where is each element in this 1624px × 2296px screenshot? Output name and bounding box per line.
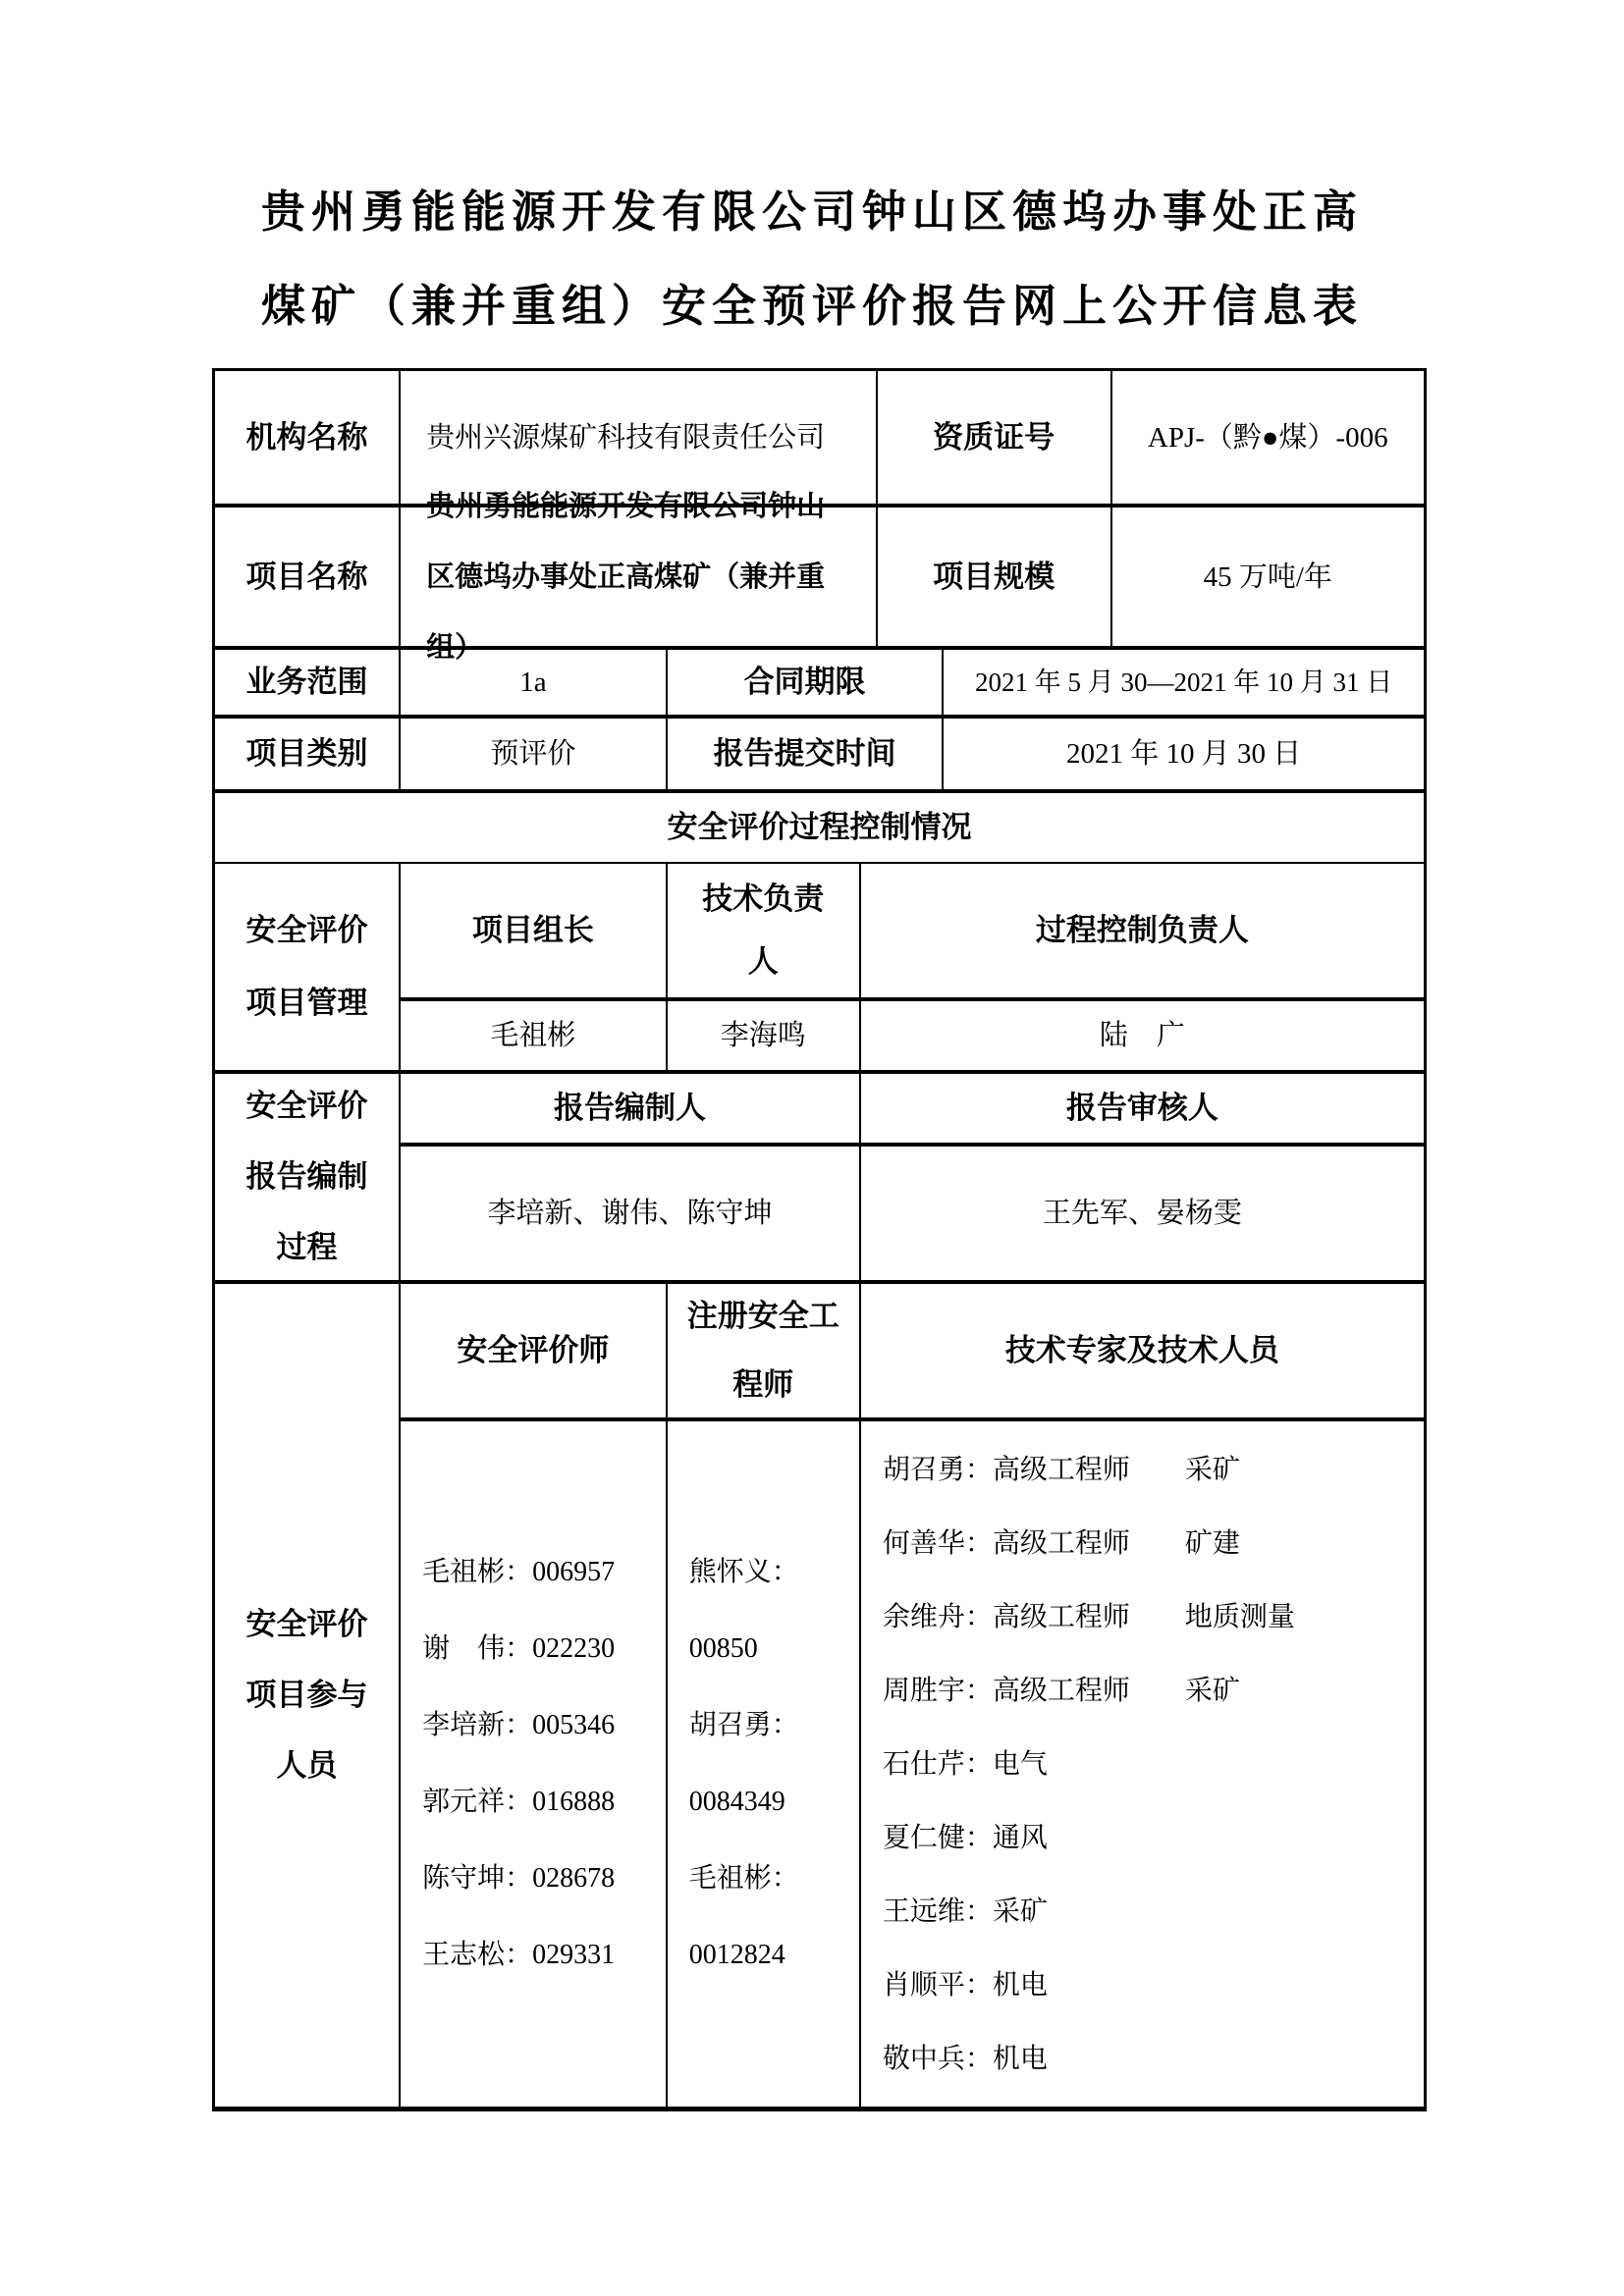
section-process-banner: [215, 793, 1424, 864]
contract-period-label: 合同期限: [668, 650, 945, 719]
management-row-header: [215, 864, 401, 1070]
technical-expert-item: 夏仁健：通风: [882, 1822, 1048, 1853]
registered-engineer-item: 0012824: [688, 1940, 785, 1970]
participants-row-header-line: 安全评价: [245, 1607, 368, 1641]
compilation-row-header-line: 报告编制: [245, 1159, 368, 1194]
report-submit-label: 报告提交时间: [668, 719, 945, 789]
safety-evaluator-item: 王志松：029331: [422, 1940, 616, 1970]
business-scope-label: 业务范围: [215, 650, 401, 719]
document-title: [0, 165, 1624, 353]
registered-engineer-item: 0084349: [688, 1787, 785, 1817]
technical-expert-item: 肖顺平：机电: [882, 1969, 1048, 2001]
section-report-compilation: [215, 1074, 1424, 1284]
project-scale-label: 项目规模: [878, 507, 1112, 646]
safety-evaluator-label: 安全评价师: [401, 1284, 668, 1421]
report-reviewer-label: 报告审核人: [861, 1074, 1424, 1147]
technical-expert-item: 王远维：采矿: [882, 1896, 1048, 1927]
safety-evaluator-item: 谢 伟：022230: [422, 1633, 616, 1664]
registered-engineer-item: 熊怀义：: [688, 1557, 799, 1587]
technical-expert-item: 敬中兵：机电: [882, 2043, 1048, 2074]
title-line-2: 煤矿（兼并重组）安全预评价报告网上公开信息表: [260, 281, 1363, 331]
org-name-value: 贵州兴源煤矿科技有限责任公司: [401, 371, 878, 507]
process-control-banner: 安全评价过程控制情况: [667, 810, 972, 844]
project-scale-value: 45 万吨/年: [1203, 561, 1332, 593]
contract-period-value: 2021 年 5 月 30—2021 年 10 月 31 日: [944, 650, 1424, 719]
project-name-label: 项目名称: [215, 507, 401, 646]
participants-row-header: [215, 1284, 401, 2107]
registered-engineer-item: 毛祖彬：: [688, 1863, 799, 1894]
project-leader-label: 项目组长: [401, 864, 668, 1001]
safety-evaluator-item: 陈守坤：028678: [422, 1863, 616, 1894]
safety-evaluator-item: 毛祖彬：006957: [422, 1557, 616, 1587]
technical-expert-label: 技术专家及技术人员: [861, 1284, 1424, 1421]
management-row-header-line: 安全评价: [245, 913, 368, 947]
report-writer-value: 李培新、谢伟、陈守坤: [401, 1147, 861, 1280]
report-writer-label: 报告编制人: [401, 1074, 861, 1147]
technical-expert-item: 何善华：高级工程师 矿建: [882, 1527, 1240, 1559]
tech-director-label: 技术负责人: [668, 864, 861, 1001]
cert-number-label: 资质证号: [878, 371, 1112, 507]
registered-engineer-item: 00850: [688, 1633, 758, 1664]
org-name-label: 机构名称: [215, 371, 401, 507]
report-reviewer-value: 王先军、晏杨雯: [1042, 1198, 1242, 1229]
report-submit-value: 2021 年 10 月 30 日: [1066, 738, 1302, 770]
process-control-director-label: 过程控制负责人: [861, 864, 1424, 1001]
compilation-row-header-line: 安全评价: [245, 1089, 368, 1123]
info-table: [212, 368, 1427, 2111]
safety-evaluator-item: 李培新：005346: [422, 1710, 616, 1740]
compilation-row-header: [215, 1074, 401, 1280]
project-name-value: 贵州勇能能源开发有限公司钟山区德坞办事处正高煤矿（兼并重组）: [401, 507, 878, 646]
section-basic-info: [215, 371, 1424, 664]
technical-expert-item: 胡召勇：高级工程师 采矿: [882, 1454, 1240, 1485]
technical-expert-list: [861, 1421, 1424, 2107]
section-scope-dates: [215, 650, 1424, 793]
participants-row-header-line: 项目参与: [245, 1678, 368, 1712]
participants-row-header-line: 人员: [276, 1748, 338, 1783]
technical-expert-item: 余维舟：高级工程师 地质测量: [882, 1601, 1295, 1632]
section-participants: [215, 1284, 1424, 2107]
technical-expert-item: 石仕芹：电气: [882, 1748, 1048, 1780]
registered-engineer-item: 胡召勇：: [688, 1710, 799, 1740]
safety-evaluator-item: 郭元祥：016888: [422, 1787, 616, 1817]
cert-number-value: APJ-（黔●煤）-006: [1112, 371, 1424, 507]
tech-director-value: 李海鸣: [668, 1001, 861, 1070]
registered-engineer-list: [668, 1421, 861, 2107]
project-category-value: 预评价: [401, 719, 668, 789]
business-scope-value: 1a: [401, 650, 668, 719]
process-control-director-value: 陆 广: [1099, 1020, 1185, 1051]
compilation-row-header-line: 过程: [276, 1230, 338, 1264]
management-row-header-line: 项目管理: [245, 986, 368, 1020]
safety-evaluator-list: [401, 1421, 668, 2107]
technical-expert-item: 周胜宇：高级工程师 采矿: [882, 1675, 1240, 1706]
section-project-management: [215, 864, 1424, 1074]
project-leader-value: 毛祖彬: [401, 1001, 668, 1070]
title-line-1: 贵州勇能能源开发有限公司钟山区德坞办事处正高: [260, 187, 1363, 237]
project-category-label: 项目类别: [215, 719, 401, 789]
registered-engineer-label: 注册安全工程师: [668, 1284, 861, 1421]
